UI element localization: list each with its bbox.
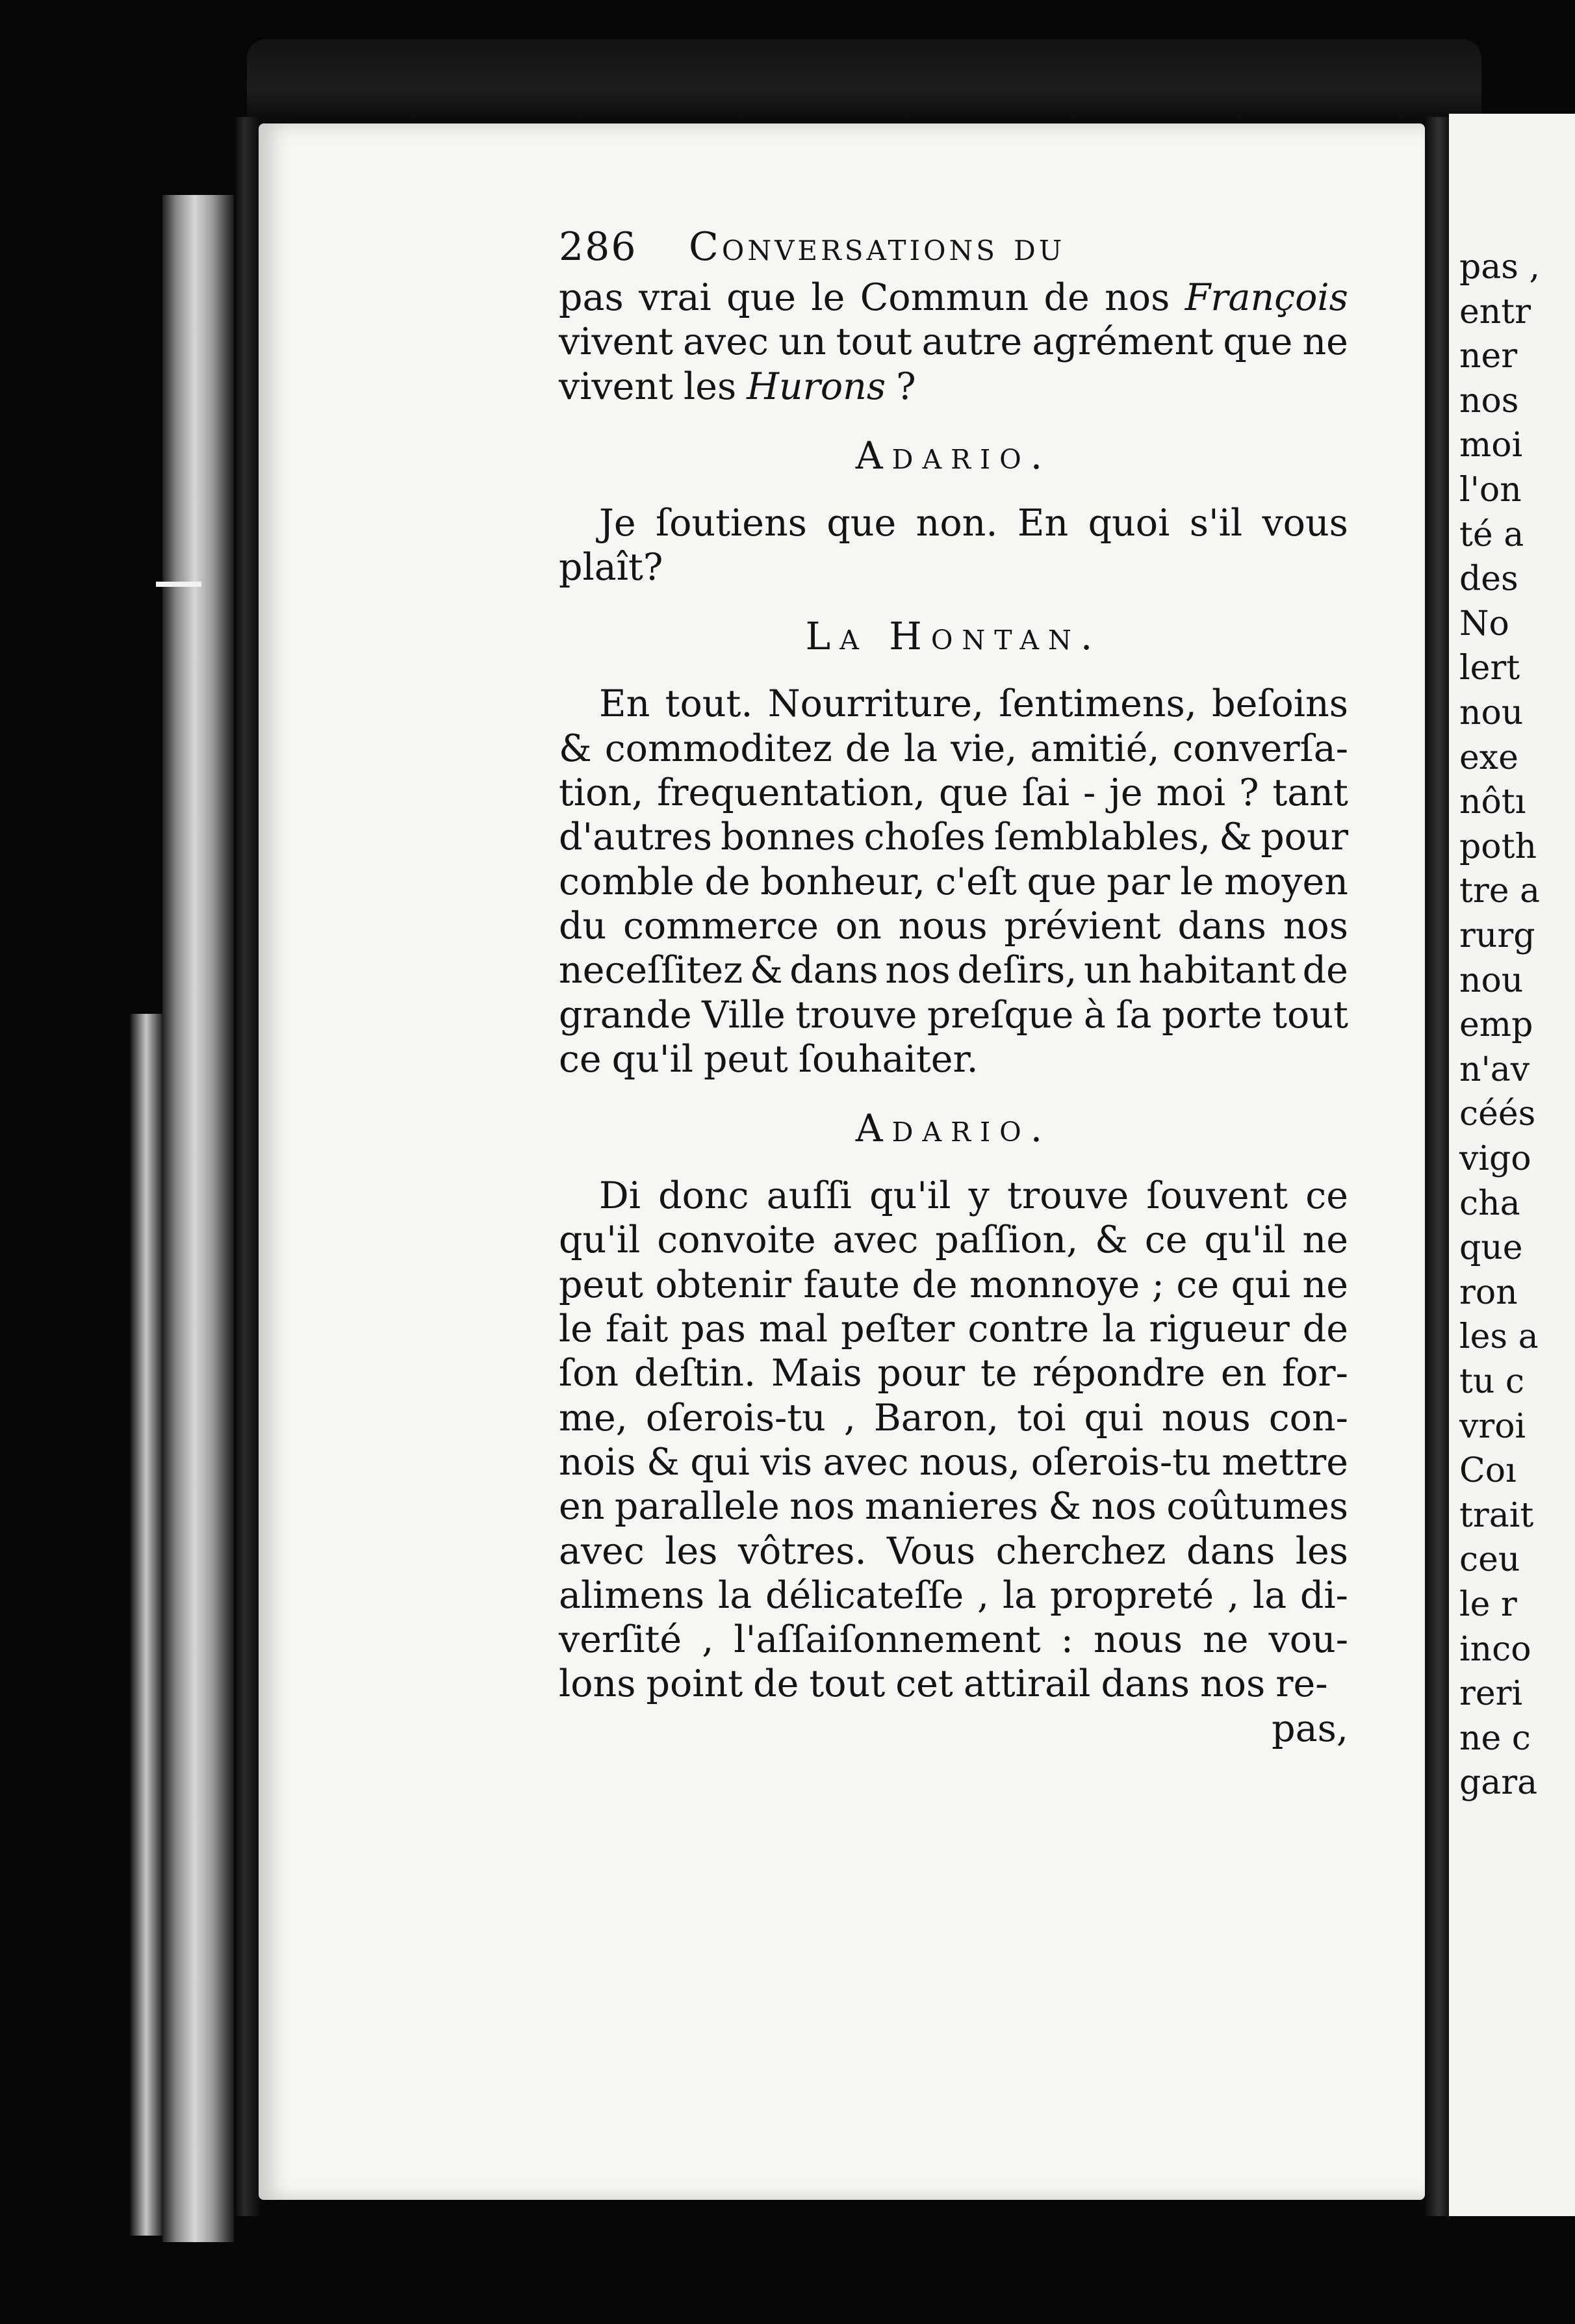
carry-over-paragraph (559, 276, 1348, 409)
word: preſque (927, 993, 1074, 1037)
word: amitié, (1030, 727, 1160, 770)
word: dans (1186, 1529, 1275, 1573)
word: ce (1305, 1174, 1348, 1218)
word: ſon (559, 1352, 619, 1395)
word: commoditez (604, 727, 832, 770)
word: ne (1302, 1219, 1348, 1262)
word: , (843, 1396, 856, 1440)
word: attirail (963, 1662, 1091, 1706)
text-line (559, 1662, 1348, 1707)
next-page-line: ron (1459, 1272, 1518, 1312)
word: nous (1093, 1618, 1183, 1662)
word: neceſſitez (559, 949, 743, 992)
word: la (903, 727, 938, 770)
text-line (559, 1397, 1348, 1441)
text-line (559, 1485, 1348, 1529)
text-line (559, 320, 1348, 365)
text-line (559, 1441, 1348, 1485)
word: ce (1144, 1219, 1188, 1262)
word: qui (1231, 1263, 1291, 1306)
catchword-line (559, 1707, 1348, 1751)
word: non. (916, 501, 998, 545)
word: que (1027, 860, 1097, 903)
word: : (1060, 1618, 1073, 1662)
word: frequentation, (657, 771, 926, 815)
word: de (845, 727, 891, 770)
word: ? (1238, 771, 1259, 815)
word: rigueur (1149, 1308, 1290, 1351)
word: à (1083, 993, 1106, 1037)
next-page-line: ne c (1459, 1718, 1531, 1758)
word: Commun (860, 276, 1029, 319)
book-gutter (1425, 117, 1452, 2216)
word: Vous (886, 1529, 976, 1573)
word: bonheur, (760, 860, 925, 903)
book-top-edge (247, 39, 1481, 123)
word: comble (559, 860, 695, 903)
word: trouve (795, 993, 917, 1037)
word: tion, (559, 771, 644, 815)
text-line (559, 816, 1348, 860)
word: de (1302, 949, 1348, 992)
word: plaît? (559, 546, 663, 589)
next-page-line: nou (1459, 693, 1524, 732)
word: pas (559, 276, 624, 319)
word: deſtin. (634, 1352, 756, 1395)
word: avec (832, 1219, 919, 1262)
word: oſerois-tu (1031, 1440, 1211, 1484)
word: un (778, 320, 826, 364)
next-page-line: vigo (1459, 1139, 1531, 1178)
word: en (559, 1485, 605, 1529)
word: ſa (1116, 993, 1152, 1037)
word: tant (1272, 771, 1348, 815)
word: y (968, 1174, 990, 1218)
word: cet (895, 1662, 953, 1706)
word: peut (559, 1263, 643, 1306)
text-line (559, 1574, 1348, 1618)
word: beſoins (1212, 682, 1348, 726)
word: & (559, 727, 592, 770)
word: de (1302, 1308, 1348, 1351)
word: ſai (1021, 771, 1070, 815)
word: di- (1300, 1573, 1348, 1617)
word: & (1048, 1485, 1082, 1529)
word: nos (1105, 276, 1170, 319)
word: choſes (864, 816, 986, 859)
word: le (811, 276, 845, 319)
word: propreté (1049, 1573, 1214, 1617)
word: du (559, 904, 607, 948)
next-page-line: céés (1459, 1094, 1536, 1134)
text-line (559, 1530, 1348, 1574)
next-page-line: nôtı (1459, 782, 1526, 822)
word: l'aſſaiſonnement (734, 1618, 1041, 1662)
page-text (559, 224, 1348, 1751)
word: auſſi (766, 1174, 852, 1218)
spine-mark (156, 582, 201, 587)
word: point (646, 1662, 743, 1706)
word: faute (803, 1263, 900, 1306)
word: je (1109, 771, 1143, 815)
next-page-line: ner (1459, 337, 1518, 376)
text-line (559, 682, 1348, 727)
word: qui (690, 1440, 750, 1484)
word: pour (1261, 816, 1348, 859)
word: qu'il (1204, 1219, 1286, 1262)
next-page-line: nou (1459, 961, 1524, 1000)
word: les (1295, 1529, 1348, 1573)
word: on (835, 904, 882, 948)
text-line (559, 1352, 1348, 1396)
next-page-line: tre a (1459, 872, 1541, 911)
word: manieres (865, 1485, 1038, 1529)
word: obtenir (655, 1263, 791, 1306)
text-line (559, 1219, 1348, 1263)
next-page-line: emp (1459, 1005, 1533, 1045)
text-line (559, 502, 1348, 546)
word: nos (789, 1485, 855, 1529)
next-page-line: inco (1459, 1629, 1531, 1669)
word: que (726, 276, 797, 319)
next-page-line: le r (1459, 1585, 1517, 1624)
word: vis (760, 1440, 813, 1484)
next-page-line: des (1459, 560, 1518, 599)
word: prévient (1004, 904, 1161, 948)
word: & (749, 949, 783, 992)
running-head (559, 224, 1348, 276)
word: mal (758, 1308, 828, 1351)
word: tout (836, 320, 912, 364)
word: deſirs, (957, 949, 1077, 992)
word: me, (559, 1396, 628, 1440)
word: avec (683, 320, 769, 364)
next-page-line: Coı (1459, 1451, 1517, 1491)
word: nos (1283, 904, 1348, 948)
next-page-line: vroi (1459, 1406, 1526, 1446)
word: Je (599, 501, 636, 545)
word: ne (1203, 1618, 1249, 1662)
word: nois (559, 1440, 636, 1484)
word: nous (898, 904, 988, 948)
word: dans (1177, 904, 1266, 948)
word: peut (703, 1037, 788, 1081)
word: mettre (1222, 1440, 1348, 1484)
word: , (702, 1618, 714, 1662)
word: ſemblables, (993, 816, 1211, 859)
word: par (1107, 860, 1170, 903)
text-line (559, 905, 1348, 949)
text-line (559, 276, 1348, 320)
word: Di (599, 1174, 641, 1218)
word: c'eſt (935, 860, 1017, 903)
word: vivent (559, 320, 673, 364)
word: Ville (702, 993, 786, 1037)
next-page-line: ceu (1459, 1540, 1520, 1580)
word: qu'il (559, 1219, 641, 1262)
next-page-line: poth (1459, 827, 1537, 866)
next-page-line: nos (1459, 381, 1519, 420)
next-page-line: pas , (1459, 248, 1541, 287)
word: ſouhaiter. (798, 1037, 979, 1081)
text-line (559, 860, 1348, 905)
word: dans (789, 949, 878, 992)
word: le (1180, 860, 1214, 903)
word: Mais (771, 1352, 862, 1395)
text-line (559, 771, 1348, 816)
paragraph-adario-1 (559, 502, 1348, 591)
word: , (977, 1573, 990, 1617)
word: pas (681, 1308, 746, 1351)
word: la (718, 1573, 752, 1617)
next-page-line: No (1459, 604, 1509, 643)
word: habitant (1138, 949, 1296, 992)
book-spine (162, 195, 234, 2242)
next-page-line: reri (1459, 1674, 1523, 1714)
word: ne (1302, 1263, 1348, 1306)
word: avec (559, 1529, 645, 1573)
word: nos (885, 949, 951, 992)
next-page-line: entr (1459, 292, 1531, 331)
word: & (1219, 816, 1253, 859)
word: pour (877, 1352, 966, 1395)
word: que (938, 771, 1008, 815)
text-line (559, 727, 1348, 771)
word: de (912, 1263, 958, 1306)
word: parallele (614, 1485, 780, 1529)
word: d'autres (559, 816, 712, 859)
word: qui (1084, 1396, 1144, 1440)
word: quoi (1088, 501, 1170, 545)
word: de (1044, 276, 1090, 319)
next-page-fragment (1449, 114, 1575, 2216)
word: nos (1199, 1662, 1266, 1706)
text-line (559, 1308, 1348, 1352)
next-page-line: tu c (1459, 1362, 1525, 1401)
page-left-edge (234, 117, 260, 2216)
next-page-line: cha (1459, 1183, 1520, 1223)
word: porte (1161, 993, 1262, 1037)
word: ſoutiens (655, 501, 807, 545)
word: En (1017, 501, 1069, 545)
word: donc (658, 1174, 749, 1218)
speaker-heading: Adario. (855, 433, 1052, 478)
page-number: 286 (559, 224, 637, 270)
running-title: Conversations du (689, 224, 1066, 270)
next-page-line: l'on (1459, 471, 1522, 510)
word: re- (1275, 1662, 1328, 1706)
word: converſa- (1172, 727, 1348, 770)
next-page-line: les a (1459, 1317, 1539, 1357)
word: agrément (1032, 320, 1214, 364)
next-page-line: moi (1459, 426, 1523, 465)
word: dans (1101, 1662, 1190, 1706)
word: s'il (1189, 501, 1243, 545)
text-line (559, 546, 1348, 590)
word: En (599, 682, 650, 726)
word: en (1220, 1352, 1267, 1395)
word: les (683, 365, 737, 408)
next-page-line: té a (1459, 515, 1524, 554)
word: for- (1282, 1352, 1348, 1395)
word: la (1002, 1573, 1037, 1617)
word: tout (809, 1662, 886, 1706)
word: vivent (559, 365, 673, 408)
word: Baron, (873, 1396, 999, 1440)
word: , (1227, 1573, 1240, 1617)
word: oſerois-tu (645, 1396, 826, 1440)
word: contre (967, 1308, 1090, 1351)
word: fait (605, 1308, 669, 1351)
word: François (1184, 276, 1348, 319)
word: trouve (1007, 1174, 1129, 1218)
word: moi (1156, 771, 1226, 815)
next-page-line: n'av (1459, 1050, 1530, 1089)
word: ce (559, 1037, 602, 1081)
word: Nourriture, (767, 682, 984, 726)
word: vie, (951, 727, 1018, 770)
word: vou- (1268, 1618, 1348, 1662)
text-line (559, 1174, 1348, 1219)
word: ſouvent (1146, 1174, 1288, 1218)
word: la (1252, 1573, 1287, 1617)
word: moyen (1223, 860, 1348, 903)
word: tout. (665, 682, 753, 726)
text-line (559, 949, 1348, 993)
word: grande (559, 993, 692, 1037)
catchword: pas, (1272, 1707, 1348, 1750)
word: un (1084, 949, 1132, 992)
speaker-heading: Adario. (855, 1106, 1052, 1151)
word: peſter (841, 1308, 955, 1351)
word: commerce (623, 904, 819, 948)
word: nous, (919, 1440, 1021, 1484)
next-page-line: que (1459, 1228, 1523, 1268)
word: Hurons (747, 365, 886, 408)
word: vrai (639, 276, 711, 319)
word: & (647, 1440, 680, 1484)
word: toi (1017, 1396, 1066, 1440)
word: la (1102, 1308, 1136, 1351)
paragraph-adario-2 (559, 1174, 1348, 1707)
word: verſité (559, 1618, 682, 1662)
word: cherchez (995, 1529, 1166, 1573)
word: autre (921, 320, 1023, 364)
word: vous (1262, 501, 1348, 545)
text-line (559, 365, 1348, 409)
book-spine-edge (130, 1014, 162, 2236)
word: convoite (657, 1219, 816, 1262)
word: avec (823, 1440, 909, 1484)
word: de (753, 1662, 799, 1706)
word: coûtumes (1166, 1485, 1348, 1529)
word: alimens (559, 1573, 705, 1617)
next-page-line: trait (1459, 1495, 1534, 1535)
word: paſſion, (935, 1219, 1079, 1262)
next-page-line: rurg (1459, 916, 1535, 955)
word: le (559, 1308, 593, 1351)
text-line (559, 1038, 1348, 1082)
word: - (1083, 771, 1096, 815)
next-page-line: lert (1459, 649, 1520, 688)
word: con- (1268, 1396, 1348, 1440)
word: tout (1272, 993, 1348, 1037)
paragraph-la-hontan (559, 682, 1348, 1082)
word: les (665, 1529, 718, 1573)
word: répondre (1032, 1352, 1206, 1395)
word: & (1095, 1219, 1128, 1262)
word: bonnes (721, 816, 856, 859)
word: de (704, 860, 750, 903)
word: ce (1176, 1263, 1220, 1306)
word: monnoye (969, 1263, 1140, 1306)
word: qu'il (611, 1037, 693, 1081)
word: que (826, 501, 897, 545)
word: ? (896, 365, 916, 408)
speaker-heading: La Hontan. (805, 614, 1102, 659)
word: ne (1302, 320, 1348, 364)
word: ſentimens, (999, 682, 1197, 726)
text-line (559, 1618, 1348, 1662)
word: ; (1151, 1263, 1164, 1306)
text-line (559, 994, 1348, 1038)
word: que (1223, 320, 1293, 364)
word: vôtres. (737, 1529, 867, 1573)
word: te (980, 1352, 1018, 1395)
next-page-line: gara (1459, 1763, 1538, 1803)
word: lons (559, 1662, 636, 1706)
word: délicateſſe (765, 1573, 964, 1617)
next-page-line: exe (1459, 738, 1518, 777)
word: nos (1091, 1485, 1157, 1529)
text-line (559, 1263, 1348, 1308)
word: nous (1161, 1396, 1251, 1440)
word: qu'il (869, 1174, 951, 1218)
